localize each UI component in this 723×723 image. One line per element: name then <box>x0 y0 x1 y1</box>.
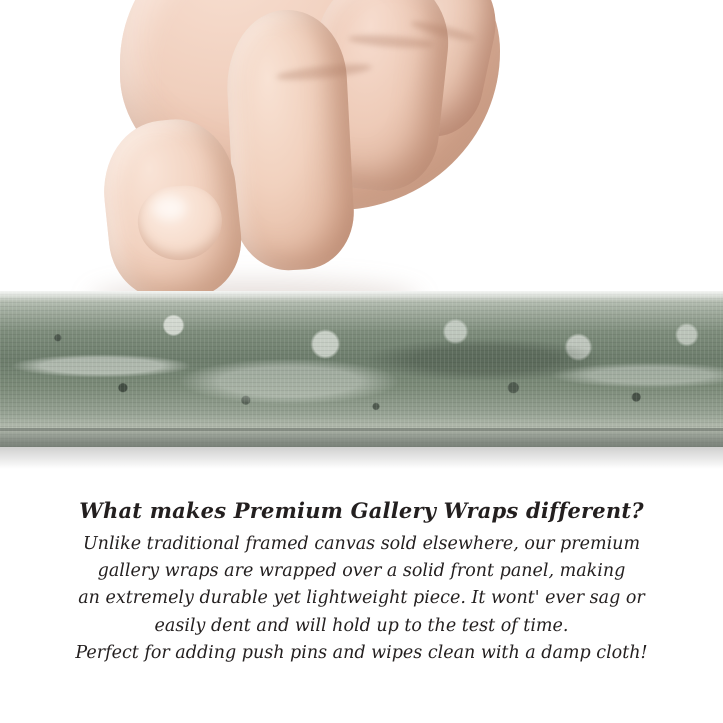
caption-line: easily dent and will hold up to the test of time. <box>154 615 569 636</box>
canvas-top-highlight <box>0 291 723 301</box>
caption-line: Unlike traditional framed canvas sold elsewhere, our premium <box>82 534 641 555</box>
index-finger <box>223 7 356 273</box>
canvas-bottom-edge <box>0 431 723 447</box>
hand-pressing-canvas <box>80 0 510 340</box>
thumbnail-highlight <box>152 196 186 220</box>
caption-line: gallery wraps are wrapped over a solid front panel, making <box>97 561 626 582</box>
caption-block <box>0 498 723 667</box>
caption-body <box>0 531 723 667</box>
caption-heading: What makes Premium Gallery Wraps different? <box>79 498 644 523</box>
canvas-wrap-edge <box>0 291 723 447</box>
canvas-weave-texture <box>0 291 723 447</box>
caption-line: an extremely durable yet lightweight piece. It wont' ever sag or <box>78 588 645 609</box>
canvas-drop-shadow <box>0 447 723 469</box>
caption-line: Perfect for adding push pins and wipes clean with a damp cloth! <box>75 642 648 663</box>
